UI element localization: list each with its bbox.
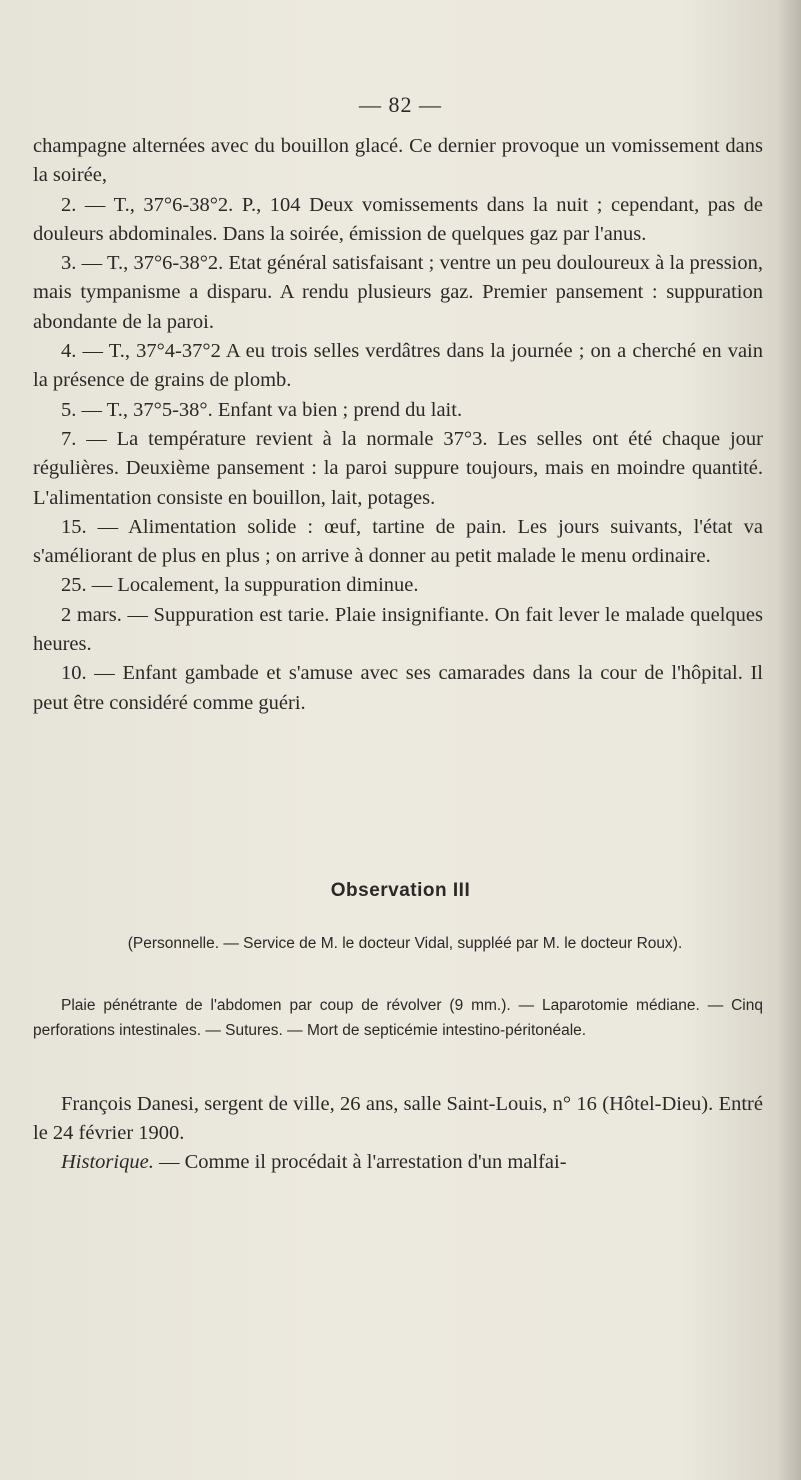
patient-info: François Danesi, sergent de ville, 26 ans, salle Saint-Louis, n° 16 (Hôtel-Dieu). Entré le 24 février 1900. xyxy=(33,1093,763,1144)
paragraph: 2. — T., 37°6-38°2. P., 104 Deux vomissements dans la nuit ; cependant, pas de douleurs abdominales. Dans la soirée, émission de quelques gaz par l'anus. xyxy=(33,193,763,245)
history-paragraph xyxy=(33,1148,763,1177)
paragraph: 25. — Localement, la suppuration diminue. xyxy=(61,574,419,597)
observation-title: Observation III xyxy=(330,880,471,901)
paragraph: 15. — Alimentation solide : œuf, tartine de pain. Les jours suivants, l'état va s'améliorant de plus en plus ; on arrive à donner au petit malade le menu ordinaire. xyxy=(33,515,763,568)
paragraph: 2 mars. — Suppuration est tarie. Plaie insignifiante. On fait lever le malade quelques heures. xyxy=(33,603,763,656)
observation-source: (Personnelle. — Service de M. le docteur Vidal, suppléé par M. le docteur Roux). xyxy=(127,935,683,952)
paragraph: 3. — T., 37°6-38°2. Etat général satisfaisant ; ventre un peu douloureux à la pression, mais tympanisme a disparu. A rendu plusieurs gaz. Premier pansement : suppuration abondante de la paroi. xyxy=(33,252,763,333)
paragraph: 4. — T., 37°4-37°2 A eu trois selles verdâtres dans la journée ; on a cherché en vain la présence de grains de plomb. xyxy=(33,340,763,392)
observation-case xyxy=(33,1090,763,1177)
paragraph: 5. — T., 37°5-38°. Enfant va bien ; prend du lait. xyxy=(61,398,463,421)
page-number: — 82 — xyxy=(359,92,442,117)
history-label: Historique. xyxy=(61,1151,154,1173)
case-notes xyxy=(33,132,763,718)
observation-summary: Plaie pénétrante de l'abdomen par coup de révolver (9 mm.). — Laparotomie médiane. — Cinq perforations intestinales. — Sutures. — Mort de septicémie intestino-péritonéale. xyxy=(33,997,763,1039)
history-text: — Comme il procédait à l'arrestation d'un malfai- xyxy=(153,1151,567,1173)
paragraph: 7. — La température revient à la normale 37°3. Les selles ont été chaque jour régulières. Deuxième pansement : la paroi suppure toujours, mais en moindre quantité. L'alimentation consiste en bouillon, lait, potages. xyxy=(33,427,763,509)
paragraph: champagne alternées avec du bouillon glacé. Ce dernier provoque un vomissement dans la soirée, xyxy=(33,135,763,187)
paragraph: 10. — Enfant gambade et s'amuse avec ses camarades dans la cour de l'hôpital. Il peut être considéré comme guéri. xyxy=(33,662,763,714)
